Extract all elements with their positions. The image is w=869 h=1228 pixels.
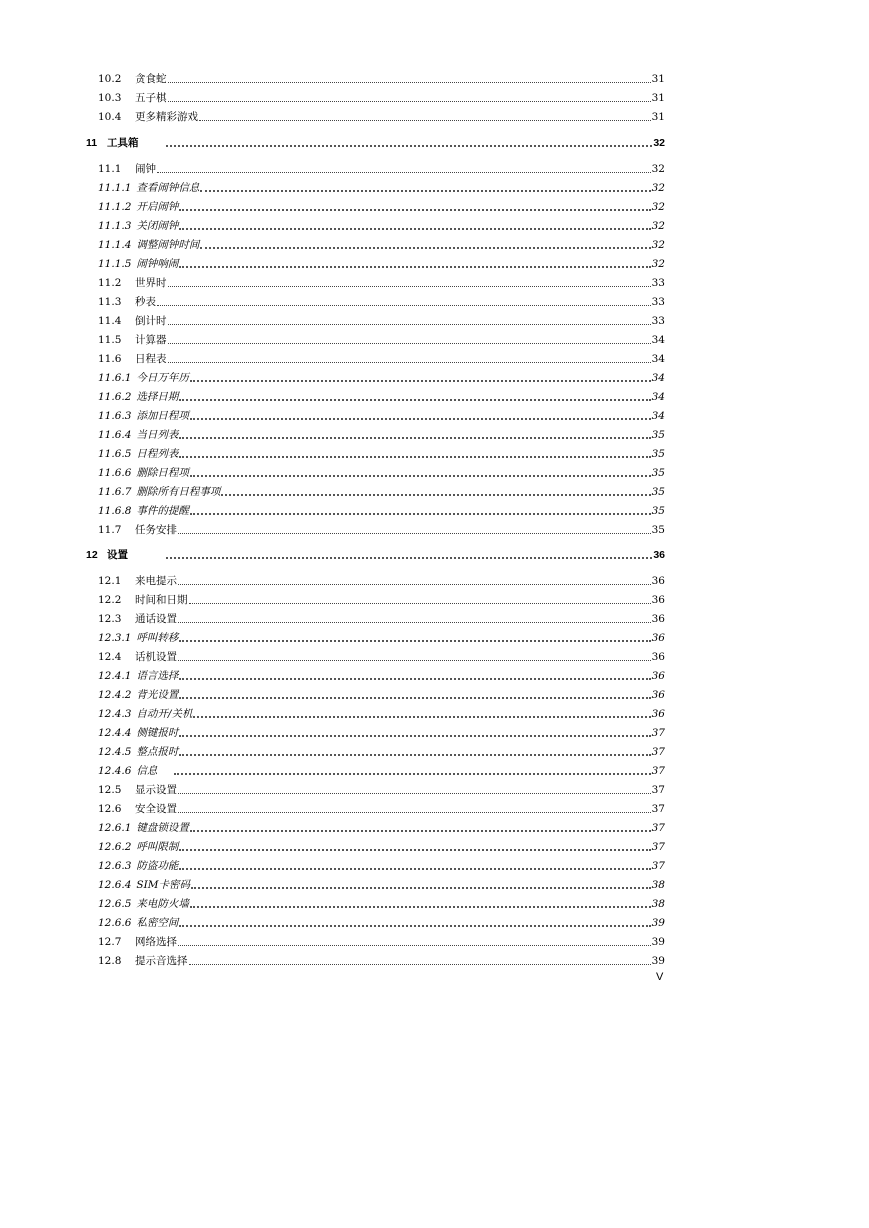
toc-dot-leader [168, 362, 651, 363]
toc-entry-page: 31 [651, 92, 665, 104]
toc-entry-title: 通话设置 [135, 613, 177, 625]
toc-entry[interactable] [98, 294, 665, 310]
toc-entry-title: 五子棋 [135, 92, 167, 104]
toc-dot-leader [157, 172, 651, 173]
toc-entry[interactable] [98, 744, 665, 760]
toc-entry-number: 11.2 [98, 277, 122, 289]
toc-entry-title: 话机设置 [135, 651, 177, 663]
toc-dot-leader [168, 101, 651, 102]
toc-entry[interactable] [98, 649, 665, 665]
toc-entry-title: 信息 [136, 765, 158, 777]
toc-entry-title: 查看闹钟信息 [136, 182, 200, 194]
toc-dot-leader [190, 830, 651, 832]
toc-entry-number: 12.6.5 [98, 898, 132, 910]
toc-dot-leader [178, 584, 651, 585]
toc-entry-number: 12.4.4 [98, 727, 132, 739]
toc-dot-leader [166, 145, 652, 147]
toc-dot-leader [179, 456, 650, 458]
toc-entry-title: 来电提示 [135, 575, 177, 587]
toc-entry-number: 12.4.5 [98, 746, 132, 758]
toc-dot-leader [190, 380, 651, 382]
toc-entry-page: 34 [651, 391, 665, 403]
toc-entry-page: 31 [651, 73, 665, 85]
toc-entry-number: 12.6.3 [98, 860, 132, 872]
toc-dot-leader [191, 887, 651, 889]
toc-entry-title: 添加日程项 [136, 410, 189, 422]
toc-entry-title: 日程列表 [136, 448, 179, 460]
toc-entry-number: 11.1.4 [98, 239, 132, 251]
toc-dot-leader [190, 513, 651, 515]
toc-entry-page: 36 [651, 670, 665, 682]
toc-entry[interactable] [98, 389, 665, 405]
toc-entry[interactable] [98, 953, 665, 969]
toc-dot-leader [178, 622, 651, 623]
toc-entry-title: 私密空间 [136, 917, 179, 929]
toc-dot-leader [168, 286, 651, 287]
toc-entry[interactable] [98, 427, 665, 443]
toc-entry-title: 呼叫限制 [136, 841, 179, 853]
toc-entry-title: 选择日期 [136, 391, 179, 403]
toc-entry-title: 关闭闹钟 [136, 220, 179, 232]
toc-entry-page: 34 [651, 372, 665, 384]
toc-dot-leader [189, 603, 651, 604]
toc-entry[interactable] [98, 465, 665, 481]
toc-entry-page: 33 [651, 296, 665, 308]
toc-entry-number: 11.1.3 [98, 220, 132, 232]
toc-dot-leader [179, 925, 650, 927]
toc-entry[interactable] [98, 858, 665, 874]
toc-entry[interactable] [98, 370, 665, 386]
toc-dot-leader [179, 735, 650, 737]
toc-dot-leader [178, 660, 651, 661]
toc-entry-title: 秒表 [135, 296, 156, 308]
toc-entry-page: 37 [651, 822, 665, 834]
toc-dot-leader [199, 120, 651, 121]
toc-entry-title: 自动开/关机 [136, 708, 193, 720]
toc-dot-leader [166, 557, 652, 559]
toc-entry-page: 35 [651, 505, 665, 517]
toc-entry-page: 36 [653, 549, 665, 561]
toc-entry-title: 时间和日期 [135, 594, 188, 606]
toc-entry-number: 11.6.5 [98, 448, 132, 460]
toc-dot-leader [168, 324, 651, 325]
toc-entry[interactable] [98, 522, 665, 538]
toc-entry[interactable] [98, 763, 665, 779]
toc-entry-page: 32 [651, 258, 665, 270]
toc-entry-page: 36 [651, 689, 665, 701]
toc-dot-leader [168, 343, 651, 344]
toc-entry[interactable] [98, 351, 665, 367]
toc-entry-number: 12.2 [98, 594, 122, 606]
toc-entry-page: 32 [653, 137, 665, 149]
toc-entry[interactable] [98, 820, 665, 836]
toc-entry-title: 今日万年历 [136, 372, 189, 384]
toc-entry-title: 日程表 [135, 353, 167, 365]
toc-entry-number: 11.3 [98, 296, 122, 308]
toc-entry-number: 12.4.2 [98, 689, 132, 701]
toc-entry-page: 37 [651, 841, 665, 853]
toc-entry-number: 12.8 [98, 955, 122, 967]
toc-entry-page: 37 [651, 727, 665, 739]
toc-dot-leader [179, 228, 650, 230]
toc-entry-number: 12.3 [98, 613, 122, 625]
toc-entry-title: 键盘锁设置 [136, 822, 189, 834]
toc-entry-page: 36 [651, 613, 665, 625]
toc-entry-number: 12.3.1 [98, 632, 132, 644]
toc-dot-leader [200, 247, 650, 249]
toc-entry-page: 32 [651, 182, 665, 194]
toc-entry-number: 12.4 [98, 651, 122, 663]
toc-entry-page: 36 [651, 708, 665, 720]
toc-entry[interactable] [98, 630, 665, 646]
toc-entry-title: 当日列表 [136, 429, 179, 441]
toc-entry-number: 12.7 [98, 936, 122, 948]
toc-entry-number: 11.6 [98, 353, 122, 365]
toc-dot-leader [190, 418, 651, 420]
toc-dot-leader [179, 849, 650, 851]
toc-entry-page: 38 [651, 879, 665, 891]
toc-entry-number: 11.7 [98, 524, 122, 536]
toc-entry-number: 11.6.7 [98, 486, 132, 498]
toc-entry[interactable] [98, 484, 665, 500]
toc-entry-page: 33 [651, 277, 665, 289]
toc-entry[interactable] [98, 90, 665, 106]
toc-entry-title: 语言选择 [136, 670, 179, 682]
toc-entry-title: 计算器 [135, 334, 167, 346]
toc-entry[interactable] [98, 275, 665, 291]
toc-dot-leader [179, 640, 650, 642]
toc-entry[interactable] [98, 896, 665, 912]
toc-entry-number: 12.6.6 [98, 917, 132, 929]
toc-entry[interactable] [98, 218, 665, 234]
toc-entry[interactable] [86, 547, 665, 563]
toc-entry[interactable] [98, 332, 665, 348]
toc-dot-leader [179, 868, 650, 870]
toc-entry[interactable] [86, 135, 665, 151]
toc-entry-page: 36 [651, 632, 665, 644]
toc-entry-number: 12.6.2 [98, 841, 132, 853]
toc-entry-page: 36 [651, 594, 665, 606]
toc-entry[interactable] [98, 687, 665, 703]
toc-entry-page: 38 [651, 898, 665, 910]
toc-entry[interactable] [98, 256, 665, 272]
toc-entry-title: SIM卡密码 [136, 879, 190, 891]
toc-entry-number: 12.1 [98, 575, 122, 587]
toc-entry-page: 39 [651, 936, 665, 948]
toc-entry-number: 10.3 [98, 92, 122, 104]
toc-entry[interactable] [98, 180, 665, 196]
toc-entry-page: 37 [651, 746, 665, 758]
toc-entry-title: 来电防火墙 [136, 898, 189, 910]
toc-entry-number: 11 [86, 137, 98, 149]
toc-entry-number: 11.1.5 [98, 258, 132, 270]
toc-entry[interactable] [98, 503, 665, 519]
toc-dot-leader [221, 494, 650, 496]
toc-entry-title: 闹钟 [135, 163, 156, 175]
toc-entry-page: 39 [651, 917, 665, 929]
toc-entry-page: 36 [651, 575, 665, 587]
toc-dot-leader [157, 305, 651, 306]
toc-entry-page: 34 [651, 334, 665, 346]
toc-entry-number: 11.4 [98, 315, 122, 327]
toc-dot-leader [200, 190, 650, 192]
toc-entry[interactable] [98, 668, 665, 684]
toc-entry[interactable] [98, 161, 665, 177]
toc-entry-page: 33 [651, 315, 665, 327]
toc-entry-number: 12.5 [98, 784, 122, 796]
toc-entry[interactable] [98, 782, 665, 798]
toc-dot-leader [190, 475, 651, 477]
toc-entry-title: 整点报时 [136, 746, 179, 758]
toc-entry-number: 12.6 [98, 803, 122, 815]
toc-dot-leader [193, 716, 650, 718]
toc-entry[interactable] [98, 592, 665, 608]
toc-dot-leader [179, 266, 650, 268]
toc-entry-title: 工具箱 [107, 137, 139, 149]
toc-entry-number: 11.6.1 [98, 372, 132, 384]
toc-entry[interactable] [98, 109, 665, 125]
toc-entry-page: 32 [651, 201, 665, 213]
toc-entry-title: 呼叫转移 [136, 632, 179, 644]
toc-entry-page: 36 [651, 651, 665, 663]
toc-dot-leader [174, 773, 650, 775]
toc-entry-title: 侧键报时 [136, 727, 179, 739]
toc-entry-page: 34 [651, 353, 665, 365]
toc-entry-number: 11.1.2 [98, 201, 132, 213]
toc-entry-page: 39 [651, 955, 665, 967]
toc-entry-number: 11.1 [98, 163, 122, 175]
toc-entry-title: 删除所有日程事项 [136, 486, 221, 498]
toc-entry-title: 贪食蛇 [135, 73, 167, 85]
toc-entry[interactable] [98, 313, 665, 329]
toc-entry-page: 31 [651, 111, 665, 123]
toc-entry-page: 34 [651, 410, 665, 422]
toc-dot-leader [168, 82, 651, 83]
toc-entry-title: 防盗功能 [136, 860, 179, 872]
toc-entry-number: 11.6.3 [98, 410, 132, 422]
toc-entry[interactable] [98, 877, 665, 893]
toc-entry-title: 网络选择 [135, 936, 177, 948]
toc-entry-title: 任务安排 [135, 524, 177, 536]
page-number: V [656, 971, 664, 983]
toc-entry-number: 12.4.6 [98, 765, 132, 777]
toc-dot-leader [189, 964, 651, 965]
toc-entry-page: 35 [651, 486, 665, 498]
toc-dot-leader [179, 209, 650, 211]
toc-dot-leader [179, 678, 650, 680]
toc-entry-number: 11.6.8 [98, 505, 132, 517]
toc-entry-page: 32 [651, 163, 665, 175]
toc-entry[interactable] [98, 915, 665, 931]
toc-entry[interactable] [98, 573, 665, 589]
toc-entry[interactable] [98, 237, 665, 253]
toc-entry[interactable] [98, 71, 665, 87]
toc-entry-page: 37 [651, 784, 665, 796]
toc-entry[interactable] [98, 934, 665, 950]
toc-entry-page: 37 [651, 860, 665, 872]
toc-entry-page: 35 [651, 448, 665, 460]
toc-entry[interactable] [98, 446, 665, 462]
toc-entry-title: 倒计时 [135, 315, 167, 327]
toc-entry-title: 背光设置 [136, 689, 179, 701]
toc-entry[interactable] [98, 839, 665, 855]
toc-entry-number: 12.6.1 [98, 822, 132, 834]
toc-entry-number: 12.4.1 [98, 670, 132, 682]
toc-entry-title: 调整闹钟时间 [136, 239, 200, 251]
toc-entry[interactable] [98, 801, 665, 817]
toc-dot-leader [179, 399, 650, 401]
toc-entry-number: 12.4.3 [98, 708, 132, 720]
toc-entry-number: 11.6.4 [98, 429, 132, 441]
toc-entry-number: 12 [86, 549, 98, 561]
toc-entry-title: 事件的提醒 [136, 505, 189, 517]
toc-entry-title: 世界时 [135, 277, 167, 289]
toc-entry-title: 开启闹钟 [136, 201, 179, 213]
toc-dot-leader [179, 697, 650, 699]
toc-entry-number: 11.6.6 [98, 467, 132, 479]
toc-entry-title: 显示设置 [135, 784, 177, 796]
toc-entry-number: 11.5 [98, 334, 122, 346]
toc-dot-leader [179, 754, 650, 756]
toc-entry-page: 35 [651, 467, 665, 479]
toc-entry[interactable] [98, 725, 665, 741]
toc-entry-number: 11.1.1 [98, 182, 132, 194]
toc-entry-page: 37 [651, 803, 665, 815]
toc-entry-page: 35 [651, 429, 665, 441]
toc-entry-title: 设置 [107, 549, 128, 561]
toc-entry-number: 10.4 [98, 111, 122, 123]
toc-entry[interactable] [98, 706, 665, 722]
toc-entry-title: 更多精彩游戏 [135, 111, 198, 123]
toc-entry-page: 32 [651, 220, 665, 232]
toc-entry-title: 安全设置 [135, 803, 177, 815]
toc-entry[interactable] [98, 408, 665, 424]
toc-entry-page: 32 [651, 239, 665, 251]
toc-dot-leader [190, 906, 651, 908]
toc-entry-number: 12.6.4 [98, 879, 132, 891]
toc-entry-title: 提示音选择 [135, 955, 188, 967]
toc-entry[interactable] [98, 611, 665, 627]
toc-entry-title: 闹钟响闹 [136, 258, 179, 270]
toc-dot-leader [179, 437, 650, 439]
toc-dot-leader [178, 793, 651, 794]
toc-entry-page: 37 [651, 765, 665, 777]
toc-entry-title: 删除日程项 [136, 467, 189, 479]
toc-dot-leader [178, 945, 651, 946]
toc-dot-leader [178, 533, 651, 534]
toc-entry-number: 11.6.2 [98, 391, 132, 403]
toc-entry-page: 35 [651, 524, 665, 536]
toc-entry[interactable] [98, 199, 665, 215]
toc-entry-number: 10.2 [98, 73, 122, 85]
toc-dot-leader [178, 812, 651, 813]
